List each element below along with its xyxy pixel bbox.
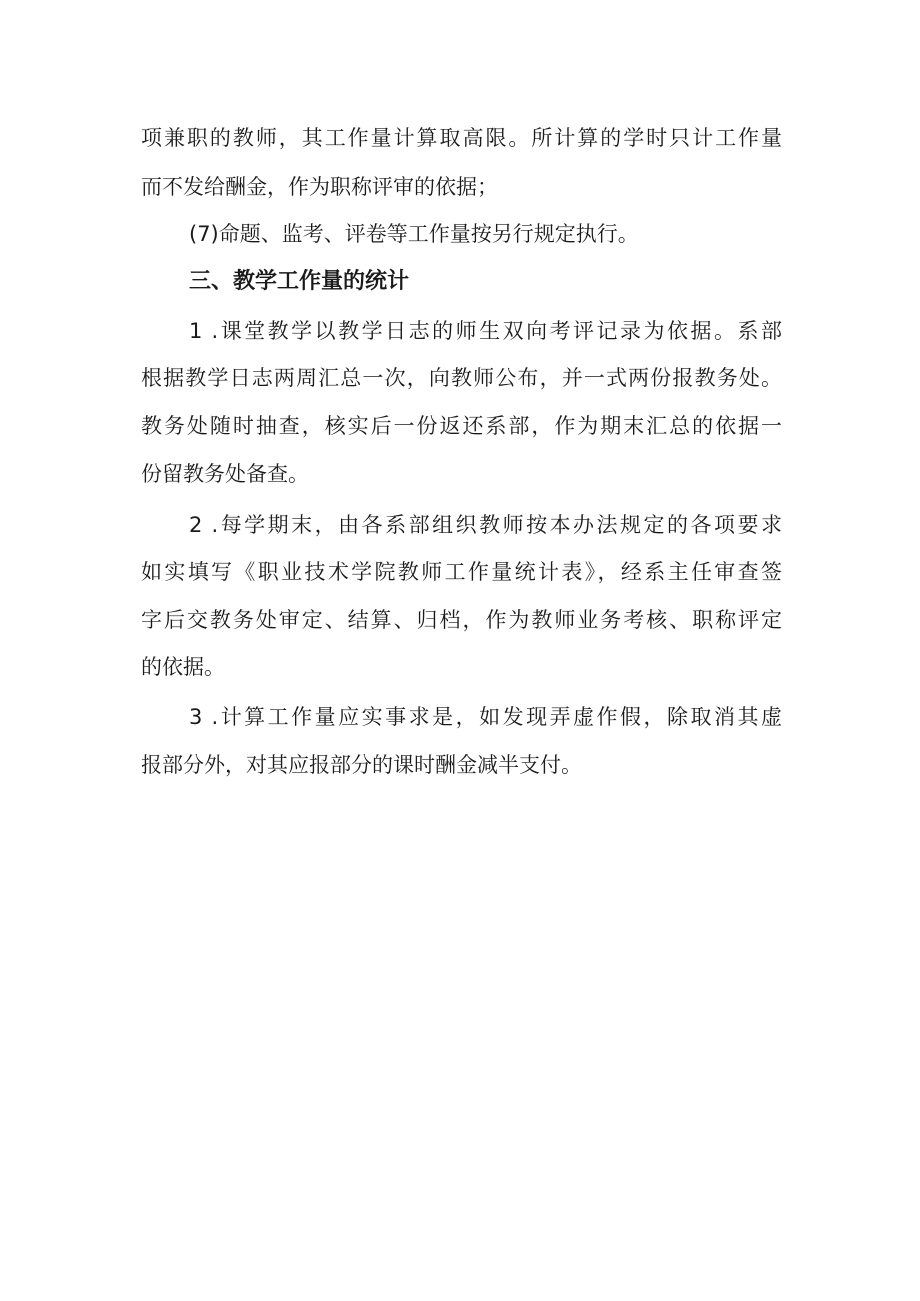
paragraph-line: 2 .每学期末，由各系部组织教师按本办法规定的各项要求 (189, 513, 782, 537)
paragraph-line: 3 .计算工作量应实事求是，如发现弄虚作假，除取消其虚 (189, 705, 782, 729)
paragraph-line: 如实填写《职业技术学院教师工作量统计表》，经系主任审查签 (141, 560, 782, 584)
paragraph-line: 而不发给酬金，作为职称评审的依据； (141, 175, 498, 199)
section-heading: 三、教学工作量的统计 (189, 269, 410, 294)
paragraph-line: 1 .课堂教学以教学日志的师生双向考评记录为依据。系部 (189, 319, 782, 343)
paragraph-line: 项兼职的教师，其工作量计算取高限。所计算的学时只计工作量 (141, 126, 782, 150)
paragraph-line: 字后交教务处审定、结算、归档，作为教师业务考核、职称评定 (141, 608, 782, 632)
paragraph-line: 的依据。 (141, 655, 225, 679)
paragraph-line: 教务处随时抽查，核实后一份返还系部，作为期末汇总的依据一 (141, 414, 782, 438)
paragraph-line: 根据教学日志两周汇总一次，向教师公布，并一式两份报教务处。 (141, 366, 782, 390)
paragraph-line: 份留教务处备查。 (141, 462, 309, 486)
paragraph-item-7: (7)命题、监考、评卷等工作量按另行规定执行。 (189, 222, 639, 246)
paragraph-line: 报部分外，对其应报部分的课时酬金减半支付。 (141, 753, 582, 777)
